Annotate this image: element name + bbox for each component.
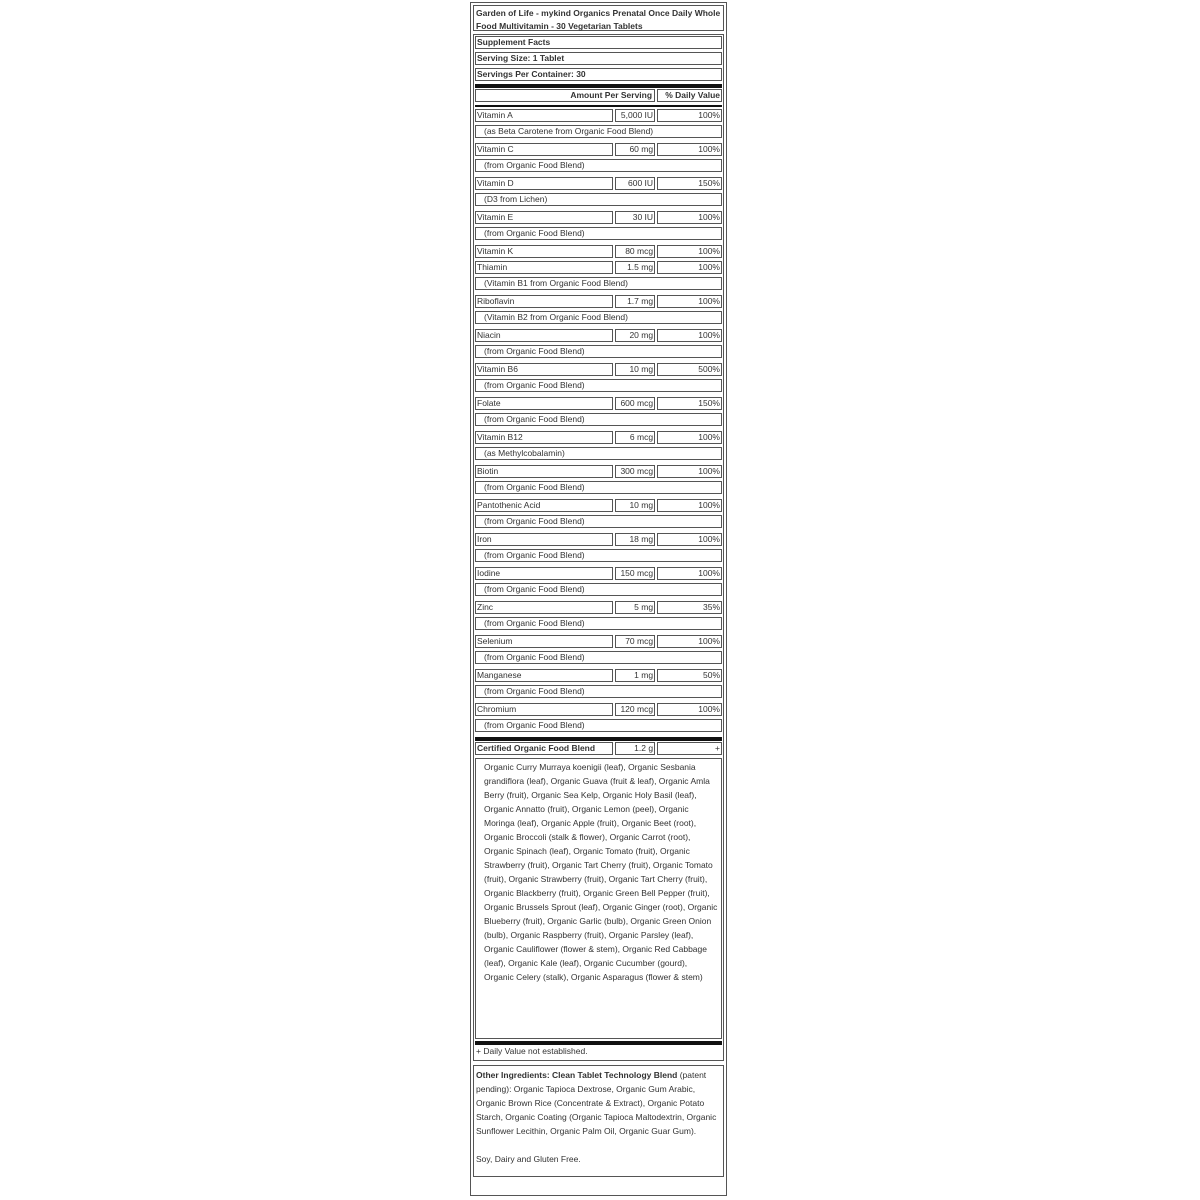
nutrient-dv: 35%	[657, 601, 722, 614]
nutrient-row	[475, 363, 722, 376]
nutrient-note: (from Organic Food Blend)	[475, 651, 722, 664]
nutrient-dv: 50%	[657, 669, 722, 682]
blend-name: Certified Organic Food Blend	[475, 742, 613, 755]
supplement-label	[470, 2, 727, 1196]
other-ingredients-text: (patent pending): Organic Tapioca Dextrose, Organic Gum Arabic, Organic Brown Rice (Concentrate & Extract), Organic Potato Starch, Organic Coating (Organic Tapioca Maltodextrin, Organic Sunflower Lecithin, Organic Palm Oil, Organic Guar Gum).	[476, 1070, 717, 1136]
nutrient-dv: 100%	[657, 465, 722, 478]
supplement-facts-panel	[473, 34, 724, 1061]
nutrient-dv: 100%	[657, 533, 722, 546]
nutrient-row	[475, 499, 722, 512]
nutrient-name: Selenium	[475, 635, 613, 648]
nutrient-dv: 100%	[657, 245, 722, 258]
nutrient-note: (from Organic Food Blend)	[475, 549, 722, 562]
nutrient-dv: 150%	[657, 177, 722, 190]
nutrient-amount: 1 mg	[615, 669, 655, 682]
nutrient-amount: 18 mg	[615, 533, 655, 546]
nutrient-amount: 120 mcg	[615, 703, 655, 716]
blend-dv: +	[657, 742, 722, 755]
nutrient-row	[475, 601, 722, 614]
divider-thick	[475, 737, 722, 741]
other-ingredients	[473, 1065, 724, 1177]
nutrient-name: Vitamin B12	[475, 431, 613, 444]
nutrient-row	[475, 567, 722, 580]
nutrient-amount: 1.7 mg	[615, 295, 655, 308]
nutrient-amount: 5,000 IU	[615, 109, 655, 122]
nutrient-row	[475, 465, 722, 478]
nutrient-note: (from Organic Food Blend)	[475, 227, 722, 240]
nutrient-amount: 10 mg	[615, 363, 655, 376]
nutrient-dv: 100%	[657, 635, 722, 648]
nutrient-row	[475, 533, 722, 546]
nutrient-name: Riboflavin	[475, 295, 613, 308]
nutrient-amount: 300 mcg	[615, 465, 655, 478]
divider-thick	[475, 84, 722, 88]
nutrient-dv: 100%	[657, 143, 722, 156]
nutrient-amount: 10 mg	[615, 499, 655, 512]
nutrient-name: Vitamin K	[475, 245, 613, 258]
nutrient-note: (from Organic Food Blend)	[475, 719, 722, 732]
nutrient-amount: 600 IU	[615, 177, 655, 190]
nutrient-note: (from Organic Food Blend)	[475, 345, 722, 358]
nutrient-dv: 100%	[657, 295, 722, 308]
col-dv-header: % Daily Value	[657, 89, 722, 102]
nutrient-note: (D3 from Lichen)	[475, 193, 722, 206]
nutrient-amount: 150 mcg	[615, 567, 655, 580]
nutrient-list	[475, 109, 722, 732]
nutrient-name: Iodine	[475, 567, 613, 580]
nutrient-name: Vitamin C	[475, 143, 613, 156]
nutrient-row	[475, 109, 722, 122]
nutrient-note: (from Organic Food Blend)	[475, 379, 722, 392]
nutrient-row	[475, 245, 722, 258]
nutrient-name: Thiamin	[475, 261, 613, 274]
footnote: + Daily Value not established.	[476, 1046, 588, 1056]
nutrient-amount: 600 mcg	[615, 397, 655, 410]
nutrient-row	[475, 397, 722, 410]
nutrient-name: Zinc	[475, 601, 613, 614]
nutrient-name: Biotin	[475, 465, 613, 478]
nutrient-row	[475, 295, 722, 308]
nutrient-amount: 20 mg	[615, 329, 655, 342]
nutrient-name: Vitamin E	[475, 211, 613, 224]
nutrient-dv: 100%	[657, 431, 722, 444]
nutrient-dv: 100%	[657, 261, 722, 274]
nutrient-row	[475, 177, 722, 190]
nutrient-row	[475, 143, 722, 156]
blend-ingredients: Organic Curry Murraya koenigii (leaf), Organic Sesbania grandiflora (leaf), Organic Guava (fruit & leaf), Organic Amla Berry (fruit), Organic Sea Kelp, Organic Holy Basil (leaf), Organic Annatto (fruit), Organic Lemon (peel), Organic Moringa (leaf), Organic Apple (fruit), Organic Beet (root), Organic Broccoli (stalk & flower), Organic Carrot (root), Organic Spinach (leaf), Organic Tomato (fruit), Organic Strawberry (fruit), Organic Tart Cherry (fruit), Organic Tomato (fruit), Organic Strawberry (fruit), Organic Tart Cherry (fruit), Organic Blackberry (fruit), Organic Green Bell Pepper (fruit), Organic Brussels Sprout (leaf), Organic Ginger (root), Organic Blueberry (fruit), Organic Garlic (bulb), Organic Green Onion (bulb), Organic Raspberry (fruit), Organic Parsley (leaf), Organic Cauliflower (flower & stem), Organic Red Cabbage (leaf), Organic Kale (leaf), Organic Cucumber (gourd), Organic Celery (stalk), Organic Asparagus (flower & stem)	[475, 758, 722, 1039]
nutrient-amount: 30 IU	[615, 211, 655, 224]
nutrient-name: Iron	[475, 533, 613, 546]
nutrient-dv: 500%	[657, 363, 722, 376]
nutrient-row	[475, 669, 722, 682]
nutrient-dv: 100%	[657, 567, 722, 580]
product-title: Garden of Life - mykind Organics Prenatal Once Daily Whole Food Multivitamin - 30 Vegetarian Tablets	[473, 5, 724, 31]
nutrient-name: Vitamin A	[475, 109, 613, 122]
nutrient-row	[475, 329, 722, 342]
nutrient-row	[475, 211, 722, 224]
nutrient-note: (from Organic Food Blend)	[475, 685, 722, 698]
nutrient-amount: 70 mcg	[615, 635, 655, 648]
serving-size: Serving Size: 1 Tablet	[475, 52, 722, 65]
nutrient-dv: 100%	[657, 329, 722, 342]
nutrient-row	[475, 635, 722, 648]
blend-row	[475, 742, 722, 755]
nutrient-dv: 100%	[657, 109, 722, 122]
column-headers	[475, 89, 722, 102]
divider	[475, 105, 722, 107]
nutrient-amount: 80 mcg	[615, 245, 655, 258]
nutrient-note: (from Organic Food Blend)	[475, 583, 722, 596]
nutrient-name: Vitamin D	[475, 177, 613, 190]
nutrient-amount: 6 mcg	[615, 431, 655, 444]
col-amount-header: Amount Per Serving	[475, 89, 655, 102]
facts-heading: Supplement Facts	[475, 36, 722, 49]
nutrient-amount: 5 mg	[615, 601, 655, 614]
nutrient-note: (Vitamin B1 from Organic Food Blend)	[475, 277, 722, 290]
nutrient-dv: 100%	[657, 211, 722, 224]
nutrient-row	[475, 261, 722, 274]
allergen-statement: Soy, Dairy and Gluten Free.	[476, 1154, 581, 1164]
nutrient-amount: 1.5 mg	[615, 261, 655, 274]
nutrient-note: (as Methylcobalamin)	[475, 447, 722, 460]
nutrient-name: Chromium	[475, 703, 613, 716]
nutrient-note: (from Organic Food Blend)	[475, 515, 722, 528]
nutrient-note: (from Organic Food Blend)	[475, 413, 722, 426]
nutrient-note: (from Organic Food Blend)	[475, 159, 722, 172]
other-ingredients-label: Other Ingredients: Clean Tablet Technology Blend	[476, 1070, 678, 1080]
nutrient-note: (Vitamin B2 from Organic Food Blend)	[475, 311, 722, 324]
nutrient-dv: 100%	[657, 499, 722, 512]
nutrient-name: Pantothenic Acid	[475, 499, 613, 512]
nutrient-name: Folate	[475, 397, 613, 410]
nutrient-name: Vitamin B6	[475, 363, 613, 376]
nutrient-row	[475, 703, 722, 716]
nutrient-name: Niacin	[475, 329, 613, 342]
nutrient-name: Manganese	[475, 669, 613, 682]
nutrient-note: (as Beta Carotene from Organic Food Blend)	[475, 125, 722, 138]
servings-per-container: Servings Per Container: 30	[475, 68, 722, 81]
blend-amount: 1.2 g	[615, 742, 655, 755]
nutrient-note: (from Organic Food Blend)	[475, 617, 722, 630]
nutrient-note: (from Organic Food Blend)	[475, 481, 722, 494]
nutrient-dv: 150%	[657, 397, 722, 410]
divider-thick	[475, 1041, 722, 1045]
nutrient-amount: 60 mg	[615, 143, 655, 156]
nutrient-dv: 100%	[657, 703, 722, 716]
nutrient-row	[475, 431, 722, 444]
